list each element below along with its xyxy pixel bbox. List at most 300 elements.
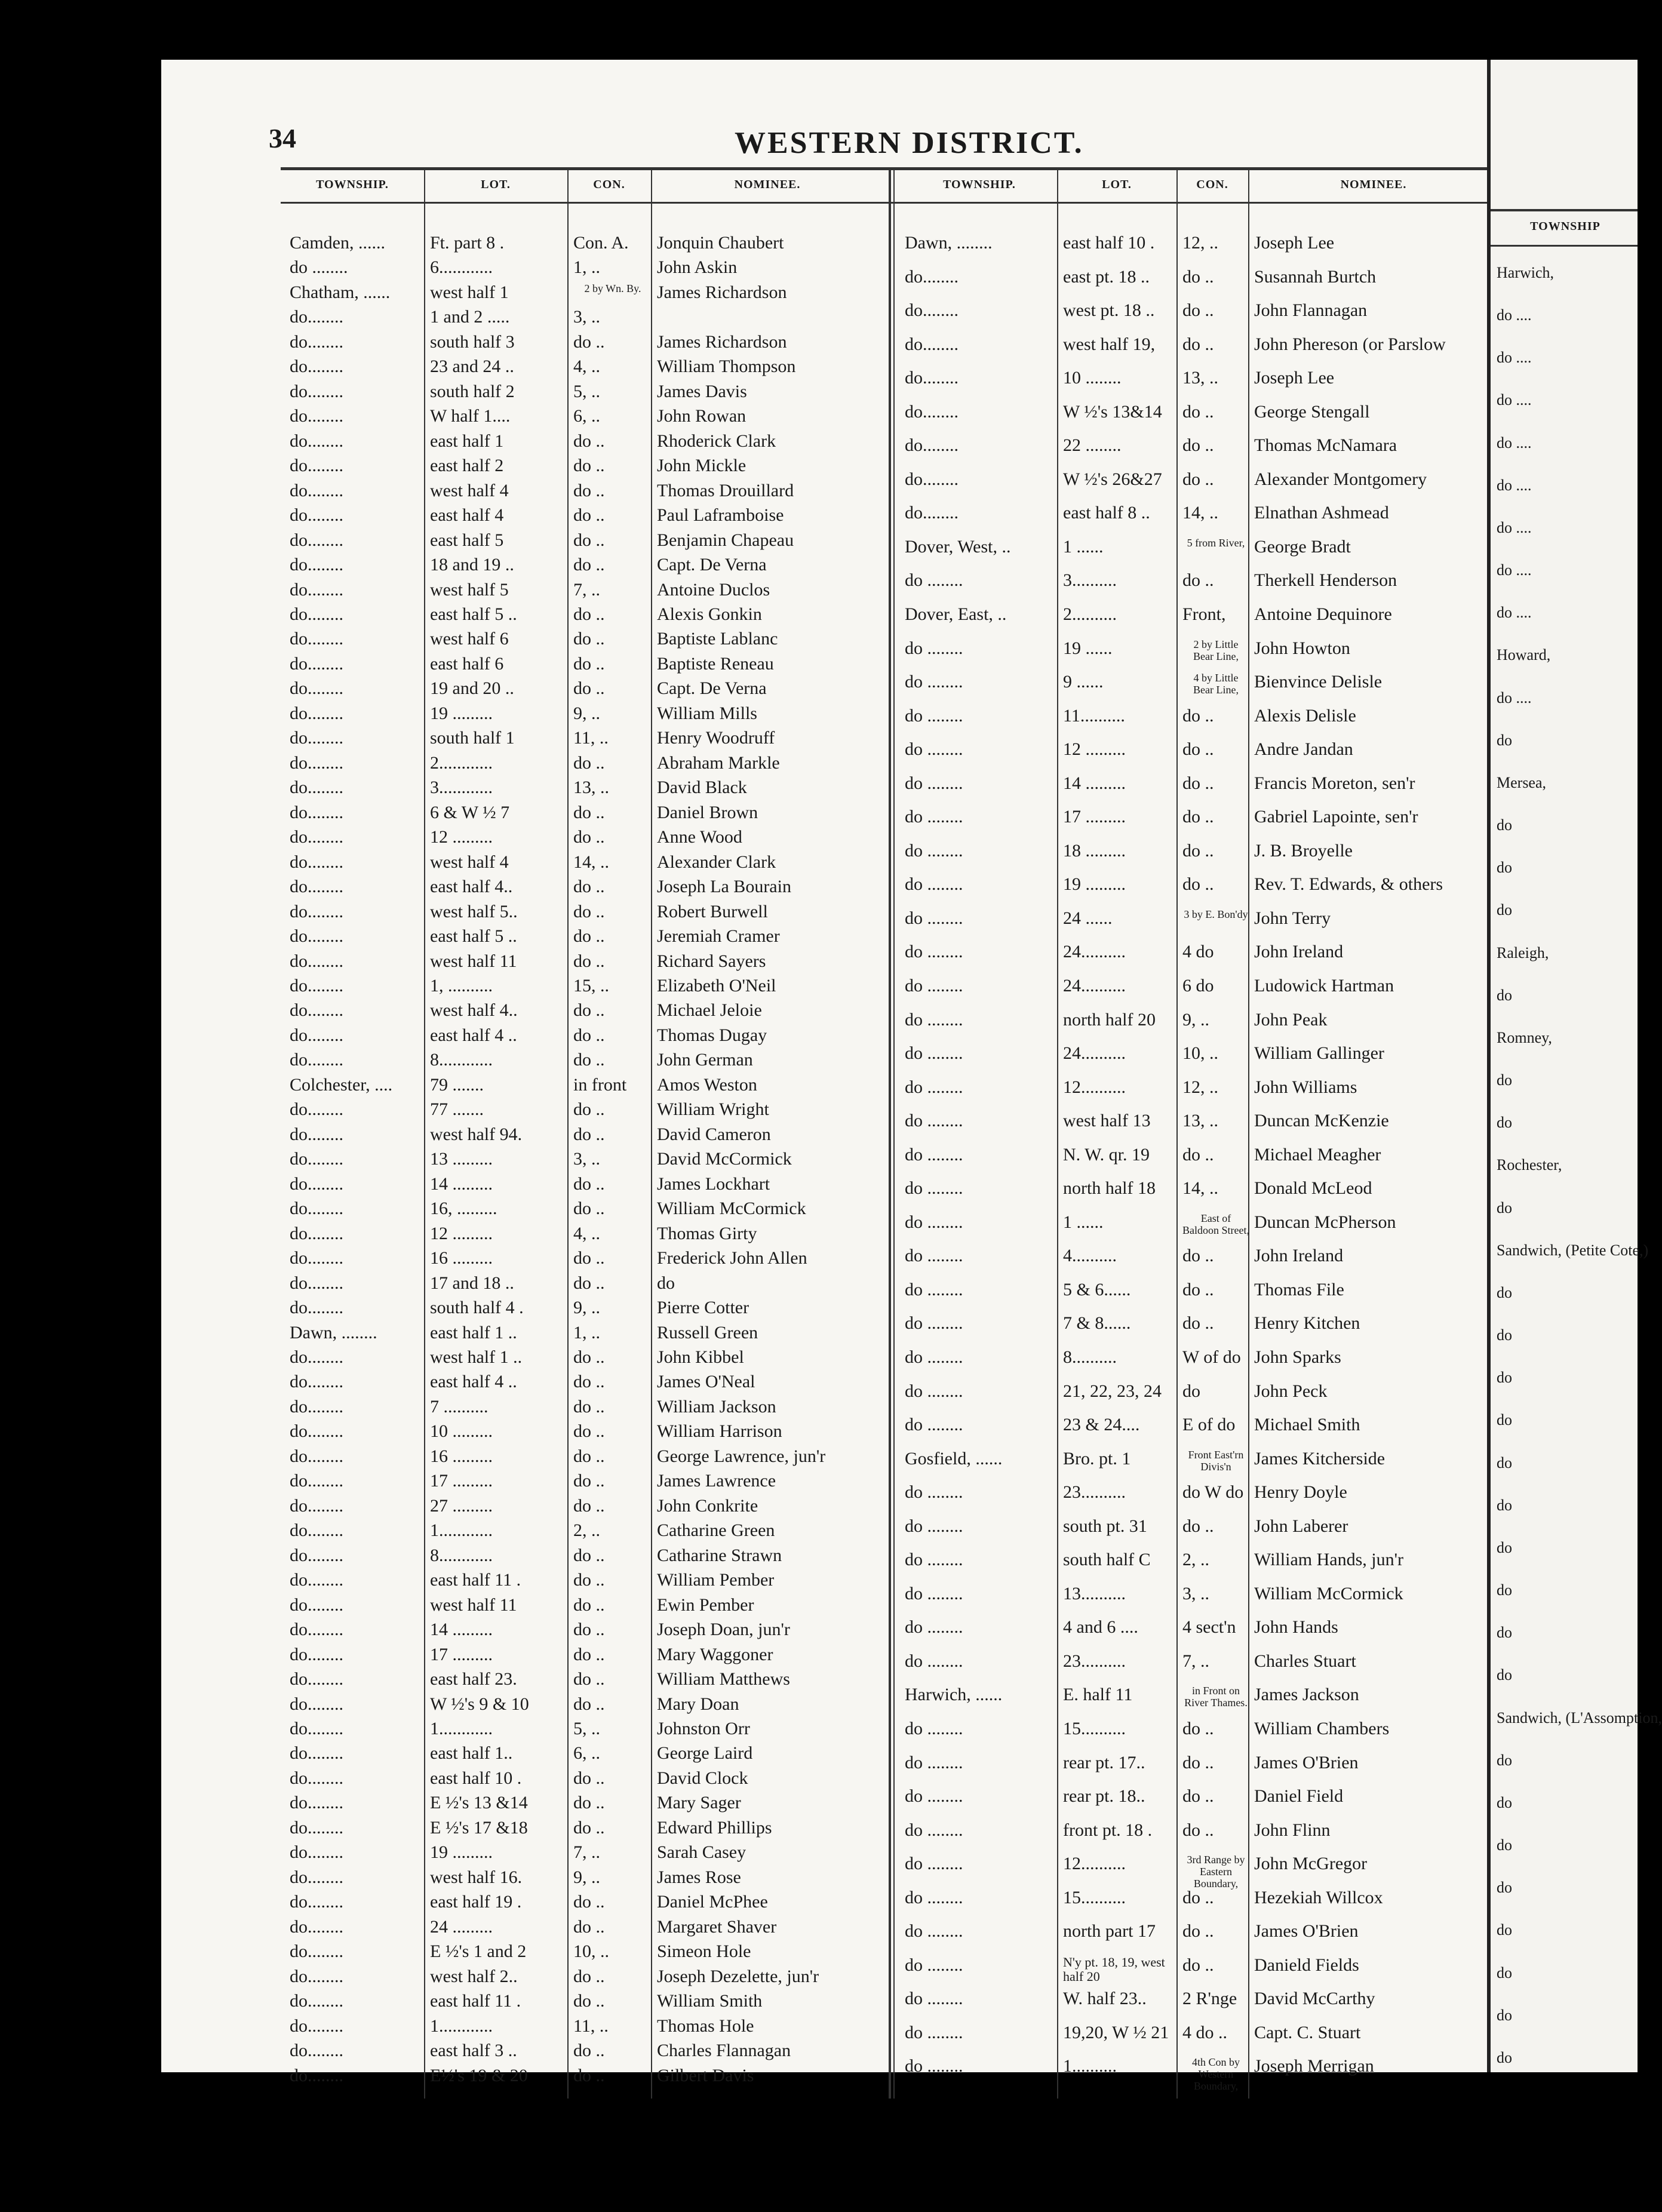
lot-cell: west half 5.. (430, 901, 518, 921)
lot-cell: 1, .......... (430, 976, 493, 996)
township-cell: do ........ (905, 1583, 963, 1603)
con-cell: East of Baldoon Street, (1182, 1212, 1249, 1236)
nominee-cell: John Kibbel (657, 1347, 744, 1367)
township-cell: do........ (290, 1050, 343, 1070)
strip-rule (1491, 209, 1638, 211)
township-cell: do ........ (905, 807, 963, 827)
nominee-cell: Baptiste Reneau (657, 653, 774, 674)
lot-cell: north half 20 (1063, 1009, 1156, 1030)
con-cell: do .. (573, 1545, 605, 1565)
township-cell: do........ (290, 1545, 343, 1565)
header-con-right: CON. (1196, 178, 1228, 191)
strip-row: Raleigh, (1497, 944, 1549, 961)
nominee-cell: Catharine Strawn (657, 1545, 782, 1565)
strip-row: do (1497, 1751, 1512, 1769)
lot-cell: 5 & 6...... (1063, 1279, 1131, 1299)
strip-row: do .... (1497, 689, 1532, 706)
strip-row: do (1497, 2048, 1512, 2066)
nominee-cell: George Bradt (1254, 536, 1351, 557)
con-cell: do .. (573, 1495, 605, 1516)
con-cell: 4 sect'n (1182, 1617, 1236, 1638)
nominee-cell: Jonquin Chaubert (657, 233, 784, 253)
nominee-cell: Andre Jandan (1254, 739, 1353, 760)
lot-cell: east half 3 .. (430, 2041, 517, 2061)
township-cell: do ........ (905, 1178, 963, 1199)
nominee-cell: William McCormick (1254, 1583, 1403, 1603)
nominee-cell: Capt. De Verna (657, 555, 767, 575)
township-cell: do ........ (905, 874, 963, 895)
con-cell: do .. (1182, 300, 1214, 321)
lot-cell: north half 18 (1063, 1178, 1156, 1199)
strip-row: do .... (1497, 604, 1532, 622)
township-cell: do........ (290, 1124, 343, 1144)
township-cell: do........ (290, 480, 343, 500)
township-cell: do........ (290, 1620, 343, 1640)
lot-cell: east half 8 .. (1063, 503, 1150, 523)
nominee-cell: William Wright (657, 1099, 769, 1120)
con-cell: 11, .. (573, 728, 609, 748)
lot-cell: 14 ......... (430, 1173, 493, 1194)
township-cell: Chatham, ...... (290, 282, 391, 302)
lot-cell: N'y pt. 18, 19, west half 20 (1063, 1954, 1165, 1984)
nominee-cell: Rhoderick Clark (657, 431, 776, 451)
nominee-cell: Thomas McNamara (1254, 435, 1397, 456)
con-cell: do .. (1182, 840, 1214, 861)
con-cell: do .. (573, 505, 605, 526)
lot-cell: Ft. part 8 . (430, 233, 505, 253)
lot-cell: 7 & 8...... (1063, 1313, 1131, 1334)
lot-cell: south half 1 (430, 728, 515, 748)
nominee-cell: Catharine Green (657, 1520, 775, 1541)
lot-cell: W half 1.... (430, 406, 511, 426)
nominee-cell: Bienvince Delisle (1254, 672, 1383, 692)
con-cell: 7, .. (573, 579, 600, 600)
con-cell: 9, .. (573, 1298, 600, 1318)
con-cell: do .. (1182, 469, 1214, 489)
nominee-cell: Margaret Shaver (657, 1916, 777, 1937)
lot-cell: 17 ......... (430, 1471, 493, 1491)
nominee-cell: Therkell Henderson (1254, 570, 1397, 591)
lot-cell: 19 ......... (1063, 874, 1126, 895)
lot-cell: 24 ......... (430, 1916, 493, 1937)
strip-row: Howard, (1497, 646, 1551, 664)
nominee-cell: Charles Stuart (1254, 1651, 1356, 1671)
township-cell: do........ (290, 1025, 343, 1045)
township-cell: do........ (905, 368, 959, 388)
township-cell: do........ (290, 331, 343, 352)
township-cell: do ........ (905, 1415, 963, 1435)
lot-cell: south half 2 (430, 381, 515, 401)
township-cell: do ........ (905, 1077, 963, 1097)
township-cell: do........ (290, 1867, 343, 1887)
lot-cell: W ½'s 26&27 (1063, 469, 1162, 489)
township-cell: Dawn, ........ (905, 233, 993, 253)
con-cell: 14, .. (1182, 1178, 1218, 1199)
township-cell: do........ (290, 1892, 343, 1912)
page-title: WESTERN DISTRICT. (735, 126, 1084, 160)
nominee-cell: William Harrison (657, 1421, 782, 1442)
strip-row: do .... (1497, 391, 1532, 409)
lot-cell: 2............ (430, 752, 493, 773)
township-cell: do........ (290, 1842, 343, 1863)
lot-cell: 7 .......... (430, 1396, 489, 1417)
lot-cell: east half 4 (430, 505, 504, 526)
con-cell: 2 R'nge (1182, 1989, 1237, 2009)
con-cell: 3rd Range by Eastern Boundary, (1187, 1854, 1245, 1890)
township-cell: do ........ (290, 257, 348, 278)
con-cell: do .. (1182, 570, 1214, 591)
township-cell: do ........ (905, 942, 963, 962)
township-cell: do........ (290, 1644, 343, 1664)
lot-cell: west half 16. (430, 1867, 523, 1887)
con-cell: do .. (573, 1570, 605, 1590)
lot-cell: south half 4 . (430, 1298, 524, 1318)
lot-cell: west half 5 (430, 579, 509, 600)
township-cell: do........ (290, 778, 343, 798)
township-cell: do ........ (905, 1989, 963, 2009)
township-cell: do........ (905, 300, 959, 321)
lot-cell: 3............ (430, 778, 493, 798)
nominee-cell: James Lawrence (657, 1471, 776, 1491)
con-cell: 14, .. (1182, 503, 1218, 523)
township-cell: do........ (290, 1991, 343, 2011)
township-cell: do........ (290, 1372, 343, 1392)
con-cell: 10, .. (573, 1941, 609, 1962)
township-cell: do........ (905, 334, 959, 354)
nominee-cell: Mary Sager (657, 1793, 741, 1813)
con-cell: 13, .. (1182, 1111, 1218, 1131)
lot-cell: east half 1 (430, 431, 504, 451)
nominee-cell: Russell Green (657, 1322, 758, 1342)
con-cell: do .. (573, 926, 605, 947)
con-cell: do .. (573, 1173, 605, 1194)
nominee-cell: William Thompson (657, 357, 796, 377)
lot-cell: east half 19 . (430, 1892, 522, 1912)
header-township-left: TOWNSHIP. (316, 178, 389, 191)
col-rule (1248, 170, 1249, 2099)
header-nominee-left: NOMINEE. (734, 178, 801, 191)
nominee-cell: Abraham Markle (657, 752, 780, 773)
township-cell: do........ (905, 266, 959, 287)
township-cell: do........ (290, 1149, 343, 1169)
nominee-cell: Alexander Clark (657, 852, 776, 872)
con-cell: E of do (1182, 1415, 1236, 1435)
nominee-cell: Alexis Delisle (1254, 705, 1356, 726)
lot-cell: west half 4.. (430, 1000, 518, 1021)
con-cell: do .. (1182, 773, 1214, 793)
township-cell: do........ (290, 1273, 343, 1293)
township-cell: do ........ (905, 638, 963, 658)
lot-cell: 4 and 6 .... (1063, 1617, 1138, 1638)
nominee-cell: Jeremiah Cramer (657, 926, 780, 947)
lot-cell: E ½'s 13 &14 (430, 1793, 528, 1813)
lot-cell: west half 2.. (430, 1966, 518, 1986)
con-cell: do .. (1182, 1246, 1214, 1266)
con-cell: 7, .. (1182, 1651, 1209, 1671)
nominee-cell: David Black (657, 778, 747, 798)
strip-row: do (1497, 859, 1512, 877)
township-cell: do ........ (905, 1921, 963, 1941)
con-cell: 13, .. (1182, 368, 1218, 388)
township-cell: do........ (290, 2016, 343, 2036)
township-cell: do ........ (905, 1752, 963, 1772)
con-cell: do .. (1182, 1144, 1214, 1165)
nominee-cell: William Gallinger (1254, 1043, 1384, 1064)
lot-cell: 13.......... (1063, 1583, 1126, 1603)
township-cell: do ........ (905, 976, 963, 996)
con-cell: do .. (573, 2065, 605, 2085)
con-cell: do .. (1182, 1887, 1214, 1907)
con-cell: 1, .. (573, 257, 600, 278)
con-cell: in front (573, 1074, 627, 1095)
con-cell: do .. (573, 1669, 605, 1689)
con-cell: do .. (573, 1025, 605, 1045)
nominee-cell: John Peck (1254, 1381, 1328, 1401)
nominee-cell: Antoine Dequinore (1254, 604, 1392, 624)
con-cell: 4 do (1182, 942, 1214, 962)
township-cell: do........ (290, 1793, 343, 1813)
lot-cell: 23 & 24.... (1063, 1415, 1140, 1435)
block-divider (889, 170, 891, 2099)
strip-row: Rochester, (1497, 1156, 1562, 1174)
lot-cell: 13 ......... (430, 1149, 493, 1169)
lot-cell: east pt. 18 .. (1063, 266, 1150, 287)
con-cell: do .. (573, 1421, 605, 1442)
lot-cell: 16 ......... (430, 1248, 493, 1268)
lot-cell: south pt. 31 (1063, 1516, 1147, 1536)
township-cell: do ........ (905, 1550, 963, 1570)
con-cell: do .. (1182, 1516, 1214, 1536)
lot-cell: north part 17 (1063, 1921, 1156, 1941)
nominee-cell: William Matthews (657, 1669, 790, 1689)
con-cell: do .. (573, 1050, 605, 1070)
township-cell: do........ (290, 431, 343, 451)
nominee-cell: Alexander Montgomery (1254, 469, 1427, 489)
township-cell: do ........ (905, 1246, 963, 1266)
lot-cell: 10 ......... (430, 1421, 493, 1442)
strip-row: do .... (1497, 561, 1532, 579)
township-cell: Harwich, ...... (905, 1685, 1003, 1705)
con-cell: 5, .. (573, 381, 600, 401)
nominee-cell: Pierre Cotter (657, 1298, 749, 1318)
strip-row: Mersea, (1497, 773, 1547, 791)
lot-cell: Bro. pt. 1 (1063, 1448, 1131, 1468)
nominee-cell: John McGregor (1254, 1854, 1368, 1874)
lot-cell: east half 10 . (430, 1768, 522, 1788)
township-cell: do........ (290, 456, 343, 476)
con-cell: do .. (573, 431, 605, 451)
con-cell: 4 do .. (1182, 2022, 1227, 2042)
lot-cell: 4.......... (1063, 1246, 1117, 1266)
nominee-cell: Henry Doyle (1254, 1482, 1347, 1503)
lot-cell: 12 ......... (430, 1223, 493, 1243)
con-cell: do .. (573, 1892, 605, 1912)
con-cell: do .. (573, 604, 605, 624)
lot-cell: 12.......... (1063, 1854, 1126, 1874)
township-cell: do........ (290, 357, 343, 377)
nominee-cell: Joseph Dezelette, jun'r (657, 1966, 819, 1986)
nominee-cell: William Hands, jun'r (1254, 1550, 1403, 1570)
township-cell: Dover, East, .. (905, 604, 1007, 624)
nominee-cell: Michael Meagher (1254, 1144, 1381, 1165)
con-cell: 7, .. (573, 1842, 600, 1863)
township-cell: do ........ (905, 1955, 963, 1975)
strip-row: do (1497, 1836, 1512, 1854)
con-cell: 1, .. (573, 1322, 600, 1342)
township-cell: do........ (905, 401, 959, 422)
lot-cell: 12 ......... (1063, 739, 1126, 760)
lot-cell: east half 5 .. (430, 604, 517, 624)
con-cell: do .. (573, 1793, 605, 1813)
con-cell: W of do (1182, 1347, 1241, 1367)
nominee-cell: David McCarthy (1254, 1989, 1375, 2009)
adjacent-page-strip (1487, 60, 1662, 2072)
nominee-cell: Anne Wood (657, 827, 742, 847)
nominee-cell: Richard Sayers (657, 951, 766, 971)
col-rule (1176, 170, 1178, 2099)
nominee-cell: do (657, 1273, 675, 1293)
lot-cell: east half 6 (430, 653, 504, 674)
con-cell: 9, .. (573, 703, 600, 723)
nominee-cell: John Williams (1254, 1077, 1357, 1097)
lot-cell: 19 and 20 .. (430, 678, 514, 699)
con-cell: do .. (1182, 1719, 1214, 1738)
lot-cell: east half 10 . (1063, 233, 1155, 253)
lot-cell: 1............ (430, 1719, 493, 1738)
nominee-cell: James O'Brien (1254, 1921, 1359, 1941)
header-con-left: CON. (593, 178, 625, 191)
strip-rule (1491, 245, 1638, 247)
con-cell: 3, .. (573, 307, 600, 327)
township-cell: do........ (290, 579, 343, 600)
con-cell: do .. (1182, 1955, 1214, 1975)
township-cell: do ........ (905, 1279, 963, 1299)
strip-row: do (1497, 1666, 1512, 1684)
nominee-cell: Sarah Casey (657, 1842, 746, 1863)
strip-row: do (1497, 1283, 1512, 1301)
township-cell: do........ (290, 1768, 343, 1788)
con-cell: do .. (573, 951, 605, 971)
strip-row: do (1497, 1071, 1512, 1089)
lot-cell: 1............ (430, 2016, 493, 2036)
con-cell: 2, .. (1182, 1550, 1209, 1570)
lot-cell: W ½'s 13&14 (1063, 401, 1162, 422)
nominee-cell: Duncan McKenzie (1254, 1111, 1389, 1131)
lot-cell: 18 and 19 .. (430, 555, 514, 575)
township-cell: do ........ (905, 1111, 963, 1131)
township-cell: do ........ (905, 773, 963, 793)
lot-cell: 79 ....... (430, 1074, 484, 1095)
strip-row: do (1497, 1879, 1512, 1897)
con-cell: do .. (1182, 401, 1214, 422)
nominee-cell: John Ireland (1254, 1246, 1344, 1266)
ledger-page (161, 60, 1612, 2093)
con-cell: do .. (573, 331, 605, 352)
lot-cell: N. W. qr. 19 (1063, 1144, 1150, 1165)
township-cell: do ........ (905, 1719, 963, 1738)
strip-row: do (1497, 1326, 1512, 1344)
con-cell: 2 by Wn. By. (584, 282, 641, 294)
township-cell: do ........ (905, 1786, 963, 1807)
nominee-cell: Thomas Dugay (657, 1025, 767, 1045)
con-cell: 5 from River, (1187, 536, 1245, 549)
con-cell: 3, .. (1182, 1583, 1209, 1603)
con-cell: 3, .. (573, 1149, 600, 1169)
lot-cell: 24 ...... (1063, 908, 1113, 928)
nominee-cell: Ludowick Hartman (1254, 976, 1394, 996)
township-cell: do ........ (905, 1313, 963, 1334)
township-cell: do........ (905, 503, 959, 523)
strip-row: do (1497, 1538, 1512, 1556)
strip-row: do (1497, 1581, 1512, 1599)
township-cell: do........ (290, 1495, 343, 1516)
strip-row: do (1497, 1921, 1512, 1939)
lot-cell: 17 ......... (1063, 807, 1126, 827)
nominee-cell: Simeon Hole (657, 1941, 751, 1962)
nominee-cell: George Laird (657, 1743, 753, 1764)
strip-header: TOWNSHIP (1530, 220, 1600, 233)
nominee-cell: Thomas Drouillard (657, 480, 794, 500)
con-cell: do .. (1182, 807, 1214, 827)
township-cell: do ........ (905, 1009, 963, 1030)
con-cell: do .. (573, 1694, 605, 1714)
township-cell: do ........ (905, 2056, 963, 2076)
lot-cell: 10 ........ (1063, 368, 1122, 388)
con-cell: do .. (573, 802, 605, 822)
lot-cell: west half 1 (430, 282, 509, 302)
nominee-cell: Ewin Pember (657, 1595, 754, 1615)
nominee-cell: Capt. C. Stuart (1254, 2022, 1361, 2042)
con-cell: do .. (573, 1991, 605, 2011)
lot-cell: south half C (1063, 1550, 1151, 1570)
nominee-cell: Mary Waggoner (657, 1644, 773, 1664)
nominee-cell: Joseph La Bourain (657, 877, 791, 897)
con-cell: 6, .. (573, 1743, 600, 1764)
nominee-cell: Danield Fields (1254, 1955, 1359, 1975)
nominee-cell: David McCormick (657, 1149, 792, 1169)
strip-row: do (1497, 986, 1512, 1004)
nominee-cell: Rev. T. Edwards, & others (1254, 874, 1443, 895)
nominee-cell: William Smith (657, 1991, 763, 2011)
strip-row: do (1497, 1793, 1512, 1811)
nominee-cell: J. B. Broyelle (1254, 840, 1353, 861)
lot-cell: east half 5 (430, 530, 504, 550)
township-cell: do........ (290, 1916, 343, 1937)
con-cell: do .. (573, 752, 605, 773)
con-cell: do .. (573, 678, 605, 699)
township-cell: do........ (905, 469, 959, 489)
lot-cell: 24.......... (1063, 976, 1126, 996)
con-cell: do .. (573, 1768, 605, 1788)
con-cell: 14, .. (573, 852, 609, 872)
township-cell: Dawn, ........ (290, 1322, 377, 1342)
township-cell: do........ (290, 1298, 343, 1318)
township-cell: do........ (290, 1000, 343, 1021)
township-cell: Gosfield, ...... (905, 1448, 1003, 1468)
township-cell: Dover, West, .. (905, 536, 1011, 557)
nominee-cell: Thomas File (1254, 1279, 1344, 1299)
con-cell: do .. (1182, 705, 1214, 726)
township-cell: do........ (290, 1941, 343, 1962)
lot-cell: 12.......... (1063, 1077, 1126, 1097)
con-cell: do .. (573, 1273, 605, 1293)
nominee-cell: Michael Jeloie (657, 1000, 762, 1021)
lot-cell: rear pt. 17.. (1063, 1752, 1145, 1772)
township-cell: do ........ (905, 1347, 963, 1367)
lot-cell: west half 13 (1063, 1111, 1151, 1131)
lot-cell: 6............ (430, 257, 493, 278)
con-cell: 6, .. (573, 406, 600, 426)
